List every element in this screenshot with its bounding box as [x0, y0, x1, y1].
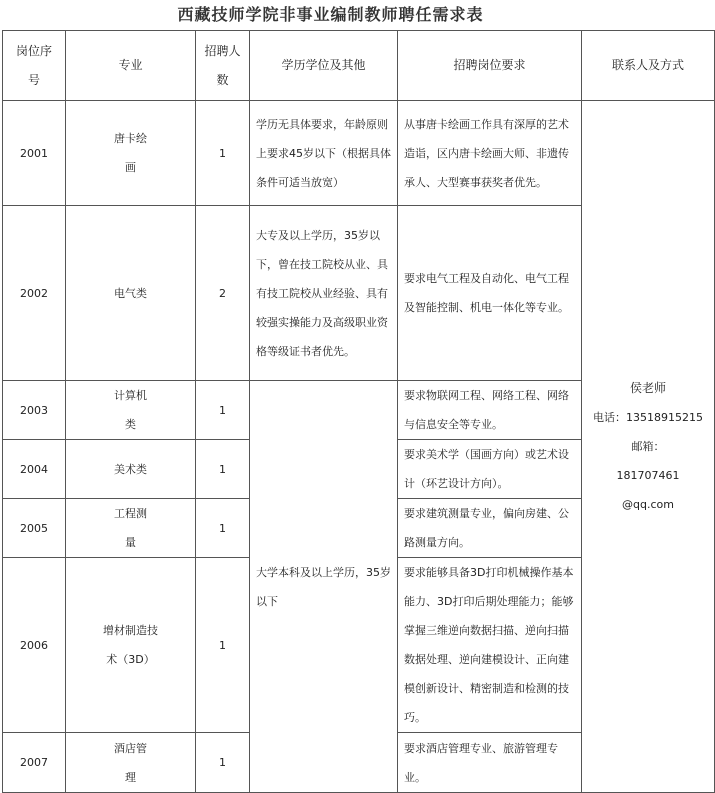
- row-count: 1: [196, 101, 250, 206]
- header-requirements: 招聘岗位要求: [398, 31, 582, 101]
- row-major: 美术类: [66, 440, 196, 499]
- row-position-no: 2005: [3, 499, 66, 558]
- row-requirement: 要求酒店管理专业、旅游管理专业。: [398, 733, 582, 793]
- row-position-no: 2001: [3, 101, 66, 206]
- header-contact: 联系人及方式: [582, 31, 715, 101]
- row-position-no: 2006: [3, 558, 66, 733]
- row-education: 大专及以上学历，35岁以下，曾在技工院校从业、具有技工院校从业经验、具有较强实操能力及高级职业资格等级证书者优先。: [250, 206, 398, 381]
- row-requirement: 要求电气工程及自动化、电气工程及智能控制、机电一体化等专业。: [398, 206, 582, 381]
- contact-name: 侯老师: [629, 381, 666, 395]
- row-count: 1: [196, 381, 250, 440]
- row-position-no: 2003: [3, 381, 66, 440]
- row-education: 学历无具体要求，年龄原则上要求45岁以下（根据具体条件可适当放宽）: [250, 101, 398, 206]
- row-count: 2: [196, 206, 250, 381]
- row-major: 电气类: [66, 206, 196, 381]
- row-major: 工程测量: [66, 499, 196, 558]
- row-position-no: 2002: [3, 206, 66, 381]
- row-count: 1: [196, 440, 250, 499]
- table-row: [3, 101, 715, 206]
- row-major: 增材制造技术（3D）: [66, 558, 196, 733]
- row-count: 1: [196, 499, 250, 558]
- header-education: 学历学位及其他: [250, 31, 398, 101]
- row-requirement: 要求美术学（国画方向）或艺术设计（环艺设计方向）。: [398, 440, 582, 499]
- row-requirement: 从事唐卡绘画工作具有深厚的艺术造诣，区内唐卡绘画大师、非遗传承人、大型赛事获奖者优先。: [398, 101, 582, 206]
- header-count: 招聘人数: [196, 31, 250, 101]
- row-requirement: 要求能够具备3D打印机械操作基本能力、3D打印后期处理能力；能够掌握三维逆向数据扫描、逆向扫描数据处理、逆向建模设计、正向建模创新设计、精密制造和检测的技巧。: [398, 558, 582, 733]
- contact-phone: 电话：13518915215: [593, 411, 703, 424]
- recruitment-table: [2, 30, 715, 793]
- row-count: 1: [196, 733, 250, 793]
- contact-email-label: 邮箱：: [631, 440, 665, 453]
- row-position-no: 2007: [3, 733, 66, 793]
- contact-cell: [582, 101, 715, 793]
- contact-email-domain: @qq.com: [622, 498, 674, 511]
- row-major: 计算机类: [66, 381, 196, 440]
- row-major: 酒店管理: [66, 733, 196, 793]
- contact-email-user: 181707461: [616, 469, 680, 482]
- row-requirement: 要求物联网工程、网络工程、网络与信息安全等专业。: [398, 381, 582, 440]
- row-count: 1: [196, 558, 250, 733]
- header-position-no: 岗位序号: [3, 31, 66, 101]
- header-major: 专业: [66, 31, 196, 101]
- header-row: [3, 31, 715, 101]
- page-title: 西藏技师学院非事业编制教师聘任需求表: [177, 5, 484, 24]
- row-major: 唐卡绘画: [66, 101, 196, 206]
- row-position-no: 2004: [3, 440, 66, 499]
- shared-education: 大学本科及以上学历，35岁以下: [250, 381, 398, 793]
- row-requirement: 要求建筑测量专业，偏向房建、公路测量方向。: [398, 499, 582, 558]
